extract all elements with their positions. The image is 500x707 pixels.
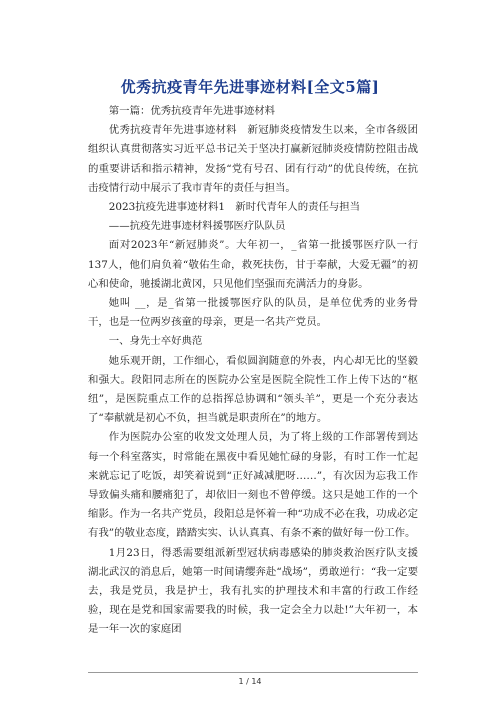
- page-number: 1 / 14: [238, 677, 262, 686]
- paragraph: 她叫 __，是_省第一批援鄂医疗队的队员，是单位优秀的业务骨干，也是一位两岁孩童的母亲，更是一名共产党员。: [88, 297, 418, 329]
- material-subheading: ——抗疫先进事迹材料援鄂医疗队队员: [108, 220, 286, 233]
- paragraph: 她乐观开朗，工作细心，看似圆润随意的外表，内心却无比的坚毅和强大。段阳同志所在的医院办公室是医院全院性工作上传下达的“枢纽”，是医院重点工作的总指挥总协调和“领头羊”，更是一个充分表达了“奉献就是初心不负，担当就是职责所在”的地方。: [88, 354, 418, 425]
- section-heading: 第一篇：优秀抗疫青年先进事迹材料: [108, 105, 276, 117]
- footer-divider: [88, 672, 418, 673]
- paragraph: 优秀抗疫青年先进事迹材料 新冠肺炎疫情发生以来，全市各级团组织认真贯彻落实习近平总书记关于坚决打赢新冠肺炎疫情防控阻击战的重要讲话和指示精神，发扬“党有号召、团有行动”的优良传统，在抗击疫情行动中展示了我市青年的责任与担当。: [88, 124, 418, 194]
- subsection-heading: 一、身先士卒好典范: [108, 335, 203, 348]
- material-heading: 2023抗疫先进事迹材料1 新时代青年人的责任与担当: [108, 201, 361, 214]
- paragraph: 作为医院办公室的收发文处理人员，为了将上级的工作部署传到达每一个科室落实，时常能在黑夜中看见她忙碌的身影，有时工作一忙起来就忘记了吃饭，却笑着说到“正好减减肥呀……”，有次因为忘我工作导致偏头痛和腰痛犯了，却依旧一刻也不曾停缓。这只是她工作的一个缩影。作为一名共产党员，段阳总是怀着一种“功成不必在我，功成必定有我”的敬业态度，踏踏实实、认认真真、有条不紊的做好每一份工作。: [88, 431, 418, 540]
- document-title: 优秀抗疫青年先进事迹材料[全文5篇]: [120, 78, 380, 96]
- paragraph: 面对2023年“新冠肺炎”。大年初一，_省第一批援鄂医疗队一行137人，他们肩负着“敬佑生命，救死扶伤，甘于奉献，大爱无疆”的初心和使命，驰援湖北黄冈，只见他们坚强而充满活力的身影。: [88, 239, 418, 290]
- paragraph: 1月23日，得悉需要组派新型冠状病毒感染的肺炎救治医疗队支援湖北武汉的消息后，她第一时间请缨奔赴“战场”，勇敢逆行：“我一定要去，我是党员，我是护士，我有扎实的护理技术和丰富的行政工作经验，现在是党和国家需要我的时候，我一定会全力以赴!”大年初一，本是一年一次的家庭团: [88, 546, 418, 636]
- document-body: [88, 102, 418, 640]
